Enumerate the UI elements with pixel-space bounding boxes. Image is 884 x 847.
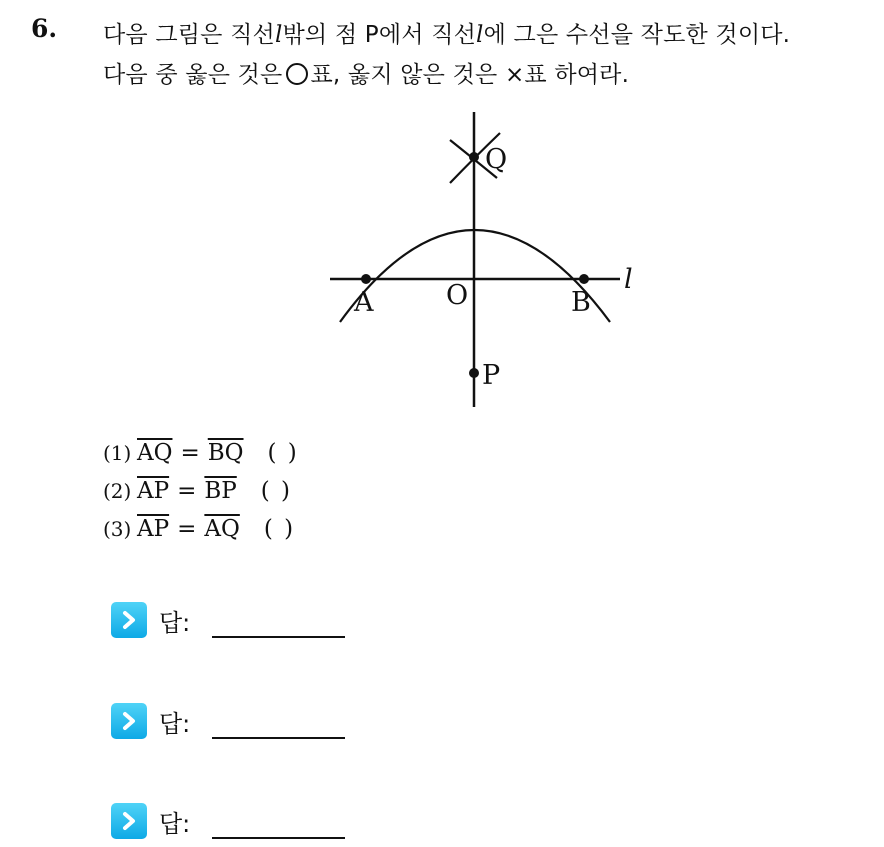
- line-l-variable: l: [274, 22, 283, 48]
- segment-left: AP: [137, 516, 170, 542]
- answer-blank-field[interactable]: [212, 803, 345, 839]
- chevron-right-icon: [111, 602, 147, 638]
- answer-row-2: [111, 703, 345, 739]
- segment-right: BQ: [207, 440, 244, 466]
- label-q: Q: [485, 144, 508, 175]
- answer-label: 답:: [159, 809, 191, 838]
- answer-blank-field[interactable]: [212, 703, 345, 739]
- question-text-line-2: 다음 중 옳은 것은 표, 옳지 않은 것은 ×표 하여라.: [103, 62, 630, 88]
- answer-parens[interactable]: ( ): [267, 440, 299, 466]
- chevron-right-icon: [111, 703, 147, 739]
- segment-right: BP: [204, 478, 237, 504]
- arc-from-p: [340, 230, 610, 322]
- segment-left: AP: [137, 478, 170, 504]
- question-text-line-1: 다음 그림은 직선l밖의 점 P에서 직선l에 그은 수선을 작도한 것이다.: [103, 22, 791, 48]
- label-o: O: [446, 280, 469, 311]
- answer-parens[interactable]: ( ): [263, 516, 296, 542]
- question-number: 6.: [31, 14, 58, 43]
- circle-mark-icon: [286, 63, 308, 85]
- answer-row-1: [111, 602, 345, 638]
- segment-left: AQ: [137, 440, 173, 466]
- point-p: [469, 368, 479, 378]
- line-l-variable: l: [476, 22, 484, 48]
- label-l: l: [624, 264, 633, 295]
- label-a: A: [354, 287, 374, 318]
- arc-from-b: [450, 133, 500, 183]
- answer-label: 답:: [159, 608, 191, 637]
- chevron-right-icon: [111, 803, 147, 839]
- option-1: (1) AQ = BQ ( ): [103, 440, 299, 466]
- option-3: (3) AP = AQ ( ): [103, 516, 296, 542]
- arc-from-a: [450, 140, 497, 178]
- label-b: B: [571, 287, 591, 318]
- answer-label: 답:: [159, 709, 191, 738]
- point-a: [361, 274, 371, 284]
- label-p: P: [482, 360, 501, 391]
- point-b: [579, 274, 589, 284]
- answer-blank-field[interactable]: [212, 602, 345, 638]
- answer-row-3: [111, 803, 345, 839]
- answer-parens[interactable]: ( ): [260, 478, 293, 504]
- option-2: (2) AP = BP ( ): [103, 478, 293, 504]
- segment-right: AQ: [204, 516, 240, 542]
- point-q: [469, 152, 479, 162]
